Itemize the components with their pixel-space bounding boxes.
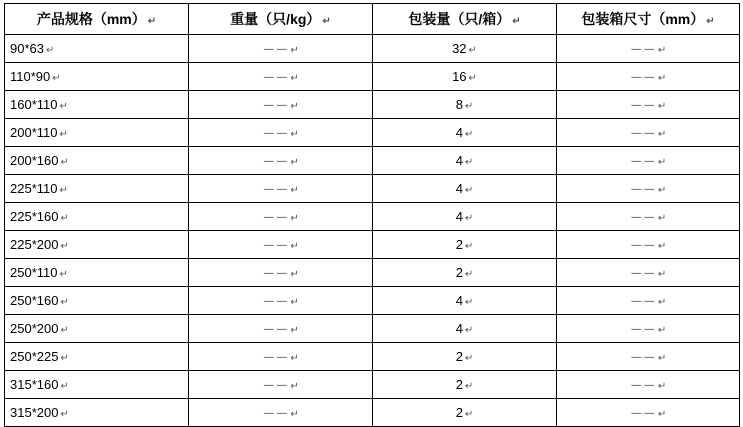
paragraph-mark-icon: ↵ bbox=[59, 101, 68, 112]
cell-weight bbox=[189, 343, 373, 371]
paragraph-mark-icon: ↵ bbox=[657, 157, 667, 168]
table-row bbox=[5, 231, 740, 259]
cell-weight-value: －－ bbox=[262, 378, 289, 393]
table-row bbox=[5, 63, 740, 91]
cell-box-size-value: －－ bbox=[629, 182, 656, 197]
cell-box-size bbox=[557, 343, 740, 371]
cell-spec bbox=[5, 35, 189, 63]
table-row bbox=[5, 119, 740, 147]
cell-box-size bbox=[557, 231, 740, 259]
paragraph-mark-icon: ↵ bbox=[290, 409, 299, 420]
paragraph-mark-icon: ↵ bbox=[657, 353, 667, 364]
cell-spec bbox=[5, 287, 189, 315]
paragraph-mark-icon: ↵ bbox=[60, 213, 69, 224]
cell-quantity-value: 2 bbox=[455, 405, 463, 420]
cell-quantity bbox=[373, 371, 557, 399]
cell-quantity-value: 2 bbox=[455, 265, 463, 280]
cell-weight-value: －－ bbox=[262, 98, 289, 113]
paragraph-mark-icon: ↵ bbox=[290, 45, 299, 56]
paragraph-mark-icon: ↵ bbox=[322, 15, 331, 27]
cell-box-size bbox=[557, 91, 740, 119]
cell-quantity bbox=[373, 63, 557, 91]
cell-spec-value: 90*63 bbox=[10, 41, 44, 56]
column-header-weight bbox=[189, 4, 373, 35]
cell-quantity-value: 4 bbox=[455, 321, 463, 336]
paragraph-mark-icon: ↵ bbox=[290, 185, 299, 196]
table-row bbox=[5, 371, 740, 399]
cell-weight-value: －－ bbox=[262, 42, 289, 57]
cell-spec-value: 250*200 bbox=[10, 321, 59, 336]
cell-box-size-value: －－ bbox=[629, 266, 656, 281]
cell-box-size bbox=[557, 371, 740, 399]
cell-spec bbox=[5, 343, 189, 371]
paragraph-mark-icon: ↵ bbox=[59, 129, 68, 140]
paragraph-mark-icon: ↵ bbox=[464, 241, 474, 252]
column-header-quantity-label: 包装量（只/箱） bbox=[408, 11, 511, 27]
cell-box-size-value: －－ bbox=[629, 126, 656, 141]
cell-spec bbox=[5, 203, 189, 231]
paragraph-mark-icon: ↵ bbox=[706, 15, 715, 27]
paragraph-mark-icon: ↵ bbox=[290, 353, 299, 364]
cell-weight bbox=[189, 315, 373, 343]
paragraph-mark-icon: ↵ bbox=[657, 129, 667, 140]
table-row bbox=[5, 343, 740, 371]
paragraph-mark-icon: ↵ bbox=[464, 213, 474, 224]
cell-spec-value: 315*160 bbox=[10, 377, 59, 392]
paragraph-mark-icon: ↵ bbox=[657, 213, 667, 224]
paragraph-mark-icon: ↵ bbox=[52, 73, 61, 84]
cell-weight-value: －－ bbox=[262, 210, 289, 225]
cell-spec bbox=[5, 119, 189, 147]
cell-box-size-value: －－ bbox=[629, 238, 656, 253]
cell-quantity-value: 32 bbox=[452, 41, 467, 56]
table-row bbox=[5, 259, 740, 287]
cell-spec-value: 225*160 bbox=[10, 209, 59, 224]
paragraph-mark-icon: ↵ bbox=[60, 325, 69, 336]
paragraph-mark-icon: ↵ bbox=[464, 353, 474, 364]
paragraph-mark-icon: ↵ bbox=[657, 325, 667, 336]
cell-weight-value: －－ bbox=[262, 294, 289, 309]
cell-weight-value: －－ bbox=[262, 70, 289, 85]
column-header-spec-label: 产品规格（mm） bbox=[36, 11, 146, 27]
cell-spec-value: 225*200 bbox=[10, 237, 59, 252]
cell-weight-value: －－ bbox=[262, 126, 289, 141]
table-row bbox=[5, 203, 740, 231]
cell-quantity-value: 2 bbox=[455, 237, 463, 252]
column-header-box-size-label: 包装箱尺寸（mm） bbox=[581, 11, 705, 27]
cell-quantity bbox=[373, 399, 557, 427]
paragraph-mark-icon: ↵ bbox=[657, 73, 667, 84]
paragraph-mark-icon: ↵ bbox=[147, 15, 157, 27]
cell-weight bbox=[189, 231, 373, 259]
paragraph-mark-icon: ↵ bbox=[290, 297, 299, 308]
cell-quantity-value: 4 bbox=[455, 181, 463, 196]
cell-quantity bbox=[373, 315, 557, 343]
cell-quantity bbox=[373, 203, 557, 231]
table-row bbox=[5, 91, 740, 119]
cell-spec-value: 110*90 bbox=[10, 69, 51, 84]
cell-quantity-value: 2 bbox=[455, 349, 463, 364]
cell-weight bbox=[189, 35, 373, 63]
cell-quantity-value: 16 bbox=[452, 69, 467, 84]
column-header-spec bbox=[5, 4, 189, 35]
cell-box-size bbox=[557, 63, 740, 91]
cell-box-size-value: －－ bbox=[629, 322, 656, 337]
table-header bbox=[5, 4, 740, 35]
paragraph-mark-icon: ↵ bbox=[512, 15, 521, 27]
cell-weight bbox=[189, 399, 373, 427]
paragraph-mark-icon: ↵ bbox=[657, 409, 667, 420]
cell-spec bbox=[5, 259, 189, 287]
cell-box-size bbox=[557, 315, 740, 343]
cell-quantity-value: 4 bbox=[455, 209, 463, 224]
cell-weight-value: －－ bbox=[262, 238, 289, 253]
paragraph-mark-icon: ↵ bbox=[60, 381, 69, 392]
cell-spec-value: 250*110 bbox=[10, 265, 58, 280]
paragraph-mark-icon: ↵ bbox=[290, 381, 299, 392]
cell-spec bbox=[5, 175, 189, 203]
cell-quantity-value: 4 bbox=[455, 125, 463, 140]
cell-weight bbox=[189, 287, 373, 315]
cell-quantity bbox=[373, 91, 557, 119]
cell-box-size-value: －－ bbox=[629, 294, 656, 309]
cell-box-size bbox=[557, 259, 740, 287]
cell-box-size bbox=[557, 147, 740, 175]
paragraph-mark-icon: ↵ bbox=[464, 325, 474, 336]
cell-box-size bbox=[557, 175, 740, 203]
cell-box-size-value: －－ bbox=[629, 154, 656, 169]
paragraph-mark-icon: ↵ bbox=[60, 409, 69, 420]
table-body bbox=[5, 35, 740, 427]
paragraph-mark-icon: ↵ bbox=[290, 269, 299, 280]
paragraph-mark-icon: ↵ bbox=[59, 185, 68, 196]
paragraph-mark-icon: ↵ bbox=[464, 409, 474, 420]
paragraph-mark-icon: ↵ bbox=[464, 381, 474, 392]
table-row bbox=[5, 399, 740, 427]
cell-box-size bbox=[557, 287, 740, 315]
paragraph-mark-icon: ↵ bbox=[290, 213, 299, 224]
paragraph-mark-icon: ↵ bbox=[60, 157, 69, 168]
cell-box-size-value: －－ bbox=[629, 98, 656, 113]
cell-box-size-value: －－ bbox=[629, 70, 656, 85]
cell-weight-value: －－ bbox=[262, 182, 289, 197]
paragraph-mark-icon: ↵ bbox=[464, 185, 474, 196]
cell-weight bbox=[189, 175, 373, 203]
paragraph-mark-icon: ↵ bbox=[657, 269, 667, 280]
paragraph-mark-icon: ↵ bbox=[468, 73, 477, 84]
cell-quantity bbox=[373, 287, 557, 315]
paragraph-mark-icon: ↵ bbox=[657, 241, 667, 252]
cell-spec-value: 200*110 bbox=[10, 125, 58, 140]
cell-weight bbox=[189, 91, 373, 119]
cell-box-size bbox=[557, 119, 740, 147]
cell-weight-value: －－ bbox=[262, 322, 289, 337]
paragraph-mark-icon: ↵ bbox=[60, 297, 69, 308]
paragraph-mark-icon: ↵ bbox=[290, 101, 299, 112]
cell-weight bbox=[189, 147, 373, 175]
cell-quantity-value: 2 bbox=[455, 377, 463, 392]
cell-spec-value: 160*110 bbox=[10, 97, 58, 112]
cell-spec-value: 315*200 bbox=[10, 405, 59, 420]
cell-quantity bbox=[373, 147, 557, 175]
cell-box-size bbox=[557, 35, 740, 63]
cell-quantity-value: 8 bbox=[455, 97, 463, 112]
cell-weight-value: －－ bbox=[262, 350, 289, 365]
cell-spec bbox=[5, 91, 189, 119]
cell-box-size bbox=[557, 399, 740, 427]
paragraph-mark-icon: ↵ bbox=[657, 297, 667, 308]
cell-spec-value: 200*160 bbox=[10, 153, 59, 168]
column-header-quantity bbox=[373, 4, 557, 35]
paragraph-mark-icon: ↵ bbox=[290, 241, 299, 252]
table-row bbox=[5, 175, 740, 203]
paragraph-mark-icon: ↵ bbox=[464, 297, 474, 308]
paragraph-mark-icon: ↵ bbox=[290, 129, 299, 140]
cell-weight bbox=[189, 63, 373, 91]
cell-quantity bbox=[373, 259, 557, 287]
paragraph-mark-icon: ↵ bbox=[59, 269, 68, 280]
cell-spec-value: 250*160 bbox=[10, 293, 59, 308]
cell-box-size-value: －－ bbox=[629, 210, 656, 225]
cell-box-size-value: －－ bbox=[629, 42, 656, 57]
cell-weight-value: －－ bbox=[262, 406, 289, 421]
table-header-row bbox=[5, 4, 740, 35]
cell-spec-value: 250*225 bbox=[10, 349, 59, 364]
paragraph-mark-icon: ↵ bbox=[290, 157, 299, 168]
document-page bbox=[0, 3, 743, 426]
cell-spec-value: 225*110 bbox=[10, 181, 58, 196]
paragraph-mark-icon: ↵ bbox=[45, 45, 55, 56]
spec-table bbox=[4, 3, 740, 427]
cell-weight bbox=[189, 371, 373, 399]
paragraph-mark-icon: ↵ bbox=[468, 45, 477, 56]
paragraph-mark-icon: ↵ bbox=[464, 269, 474, 280]
paragraph-mark-icon: ↵ bbox=[464, 101, 474, 112]
paragraph-mark-icon: ↵ bbox=[60, 241, 69, 252]
cell-quantity bbox=[373, 175, 557, 203]
cell-spec bbox=[5, 231, 189, 259]
cell-weight bbox=[189, 259, 373, 287]
cell-quantity bbox=[373, 119, 557, 147]
paragraph-mark-icon: ↵ bbox=[60, 353, 69, 364]
table-row bbox=[5, 287, 740, 315]
cell-box-size-value: －－ bbox=[629, 406, 656, 421]
cell-spec bbox=[5, 63, 189, 91]
paragraph-mark-icon: ↵ bbox=[657, 185, 667, 196]
cell-quantity-value: 4 bbox=[455, 153, 463, 168]
cell-spec bbox=[5, 399, 189, 427]
cell-weight bbox=[189, 203, 373, 231]
cell-spec bbox=[5, 371, 189, 399]
cell-box-size-value: －－ bbox=[629, 350, 656, 365]
cell-box-size-value: －－ bbox=[629, 378, 656, 393]
cell-weight bbox=[189, 119, 373, 147]
table-row bbox=[5, 35, 740, 63]
cell-spec bbox=[5, 315, 189, 343]
cell-weight-value: －－ bbox=[262, 154, 289, 169]
cell-quantity bbox=[373, 35, 557, 63]
paragraph-mark-icon: ↵ bbox=[657, 45, 667, 56]
column-header-weight-label: 重量（只/kg） bbox=[230, 11, 321, 27]
paragraph-mark-icon: ↵ bbox=[657, 101, 667, 112]
cell-box-size bbox=[557, 203, 740, 231]
paragraph-mark-icon: ↵ bbox=[290, 73, 299, 84]
paragraph-mark-icon: ↵ bbox=[657, 381, 667, 392]
cell-quantity-value: 4 bbox=[455, 293, 463, 308]
cell-spec bbox=[5, 147, 189, 175]
paragraph-mark-icon: ↵ bbox=[464, 129, 474, 140]
cell-weight-value: －－ bbox=[262, 266, 289, 281]
table-row bbox=[5, 315, 740, 343]
table-row bbox=[5, 147, 740, 175]
cell-quantity bbox=[373, 231, 557, 259]
paragraph-mark-icon: ↵ bbox=[464, 157, 474, 168]
cell-quantity bbox=[373, 343, 557, 371]
paragraph-mark-icon: ↵ bbox=[290, 325, 299, 336]
column-header-box-size bbox=[557, 4, 740, 35]
